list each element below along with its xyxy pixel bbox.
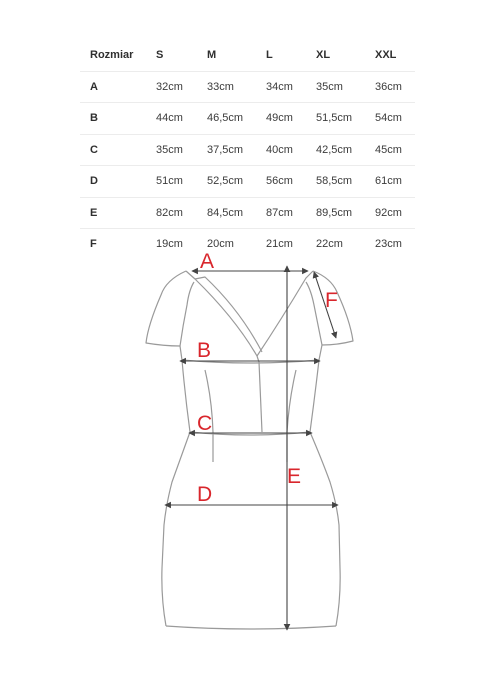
measure-label-d: D: [197, 483, 213, 506]
measure-label-c: C: [197, 412, 213, 435]
table-cell: 54cm: [365, 103, 415, 135]
table-cell: 42,5cm: [306, 134, 365, 166]
row-label: B: [80, 103, 146, 135]
header-size: Rozmiar: [80, 40, 146, 71]
measure-label-a: A: [200, 250, 215, 273]
table-cell: 92cm: [365, 197, 415, 229]
table-cell: 21cm: [266, 238, 293, 251]
table-cell: 33cm: [197, 71, 256, 103]
dress-outline: [146, 271, 353, 629]
table-cell: 51cm: [146, 166, 197, 198]
wrap-line: [257, 356, 262, 432]
dress-hem: [166, 626, 336, 629]
header-s: S: [146, 40, 197, 71]
table-cell: 20cm: [207, 238, 234, 251]
table-cell: 45cm: [365, 134, 415, 166]
row-label: F: [90, 238, 97, 251]
header-m: M: [197, 40, 256, 71]
row-label: C: [80, 134, 146, 166]
table-cell: 34cm: [256, 71, 306, 103]
table-cell: 89,5cm: [306, 197, 365, 229]
table-cell: 44cm: [146, 103, 197, 135]
table-cell: 35cm: [306, 71, 365, 103]
table-cell: 84,5cm: [197, 197, 256, 229]
row-label: A: [80, 71, 146, 103]
table-cell: 58,5cm: [306, 166, 365, 198]
table-cell: 87cm: [256, 197, 306, 229]
table-cell: 23cm: [375, 238, 402, 251]
right-dart: [287, 370, 296, 462]
measure-label-e: E: [287, 465, 302, 488]
header-xl: XL: [306, 40, 365, 71]
table-cell: 82cm: [146, 197, 197, 229]
left-sleeve-seam: [180, 282, 194, 346]
header-xxl: XXL: [365, 40, 415, 71]
table-cell: 19cm: [156, 238, 183, 251]
table-cell: 22cm: [316, 238, 343, 251]
table-cell: 56cm: [256, 166, 306, 198]
measure-label-f: F: [325, 289, 338, 312]
table-cell: 35cm: [146, 134, 197, 166]
right-sleeve-seam: [306, 282, 322, 345]
table-cell: 40cm: [256, 134, 306, 166]
table-cell: 49cm: [256, 103, 306, 135]
table-cell: 51,5cm: [306, 103, 365, 135]
measure-label-b: B: [197, 339, 212, 362]
table-cell: 52,5cm: [197, 166, 256, 198]
table-cell: 61cm: [365, 166, 415, 198]
table-cell: 37,5cm: [197, 134, 256, 166]
row-label: D: [80, 166, 146, 198]
row-label: E: [80, 197, 146, 229]
table-cell: 32cm: [146, 71, 197, 103]
header-l: L: [256, 40, 306, 71]
table-cell: 46,5cm: [197, 103, 256, 135]
measurement-lines: [165, 266, 338, 630]
table-cell: 36cm: [365, 71, 415, 103]
